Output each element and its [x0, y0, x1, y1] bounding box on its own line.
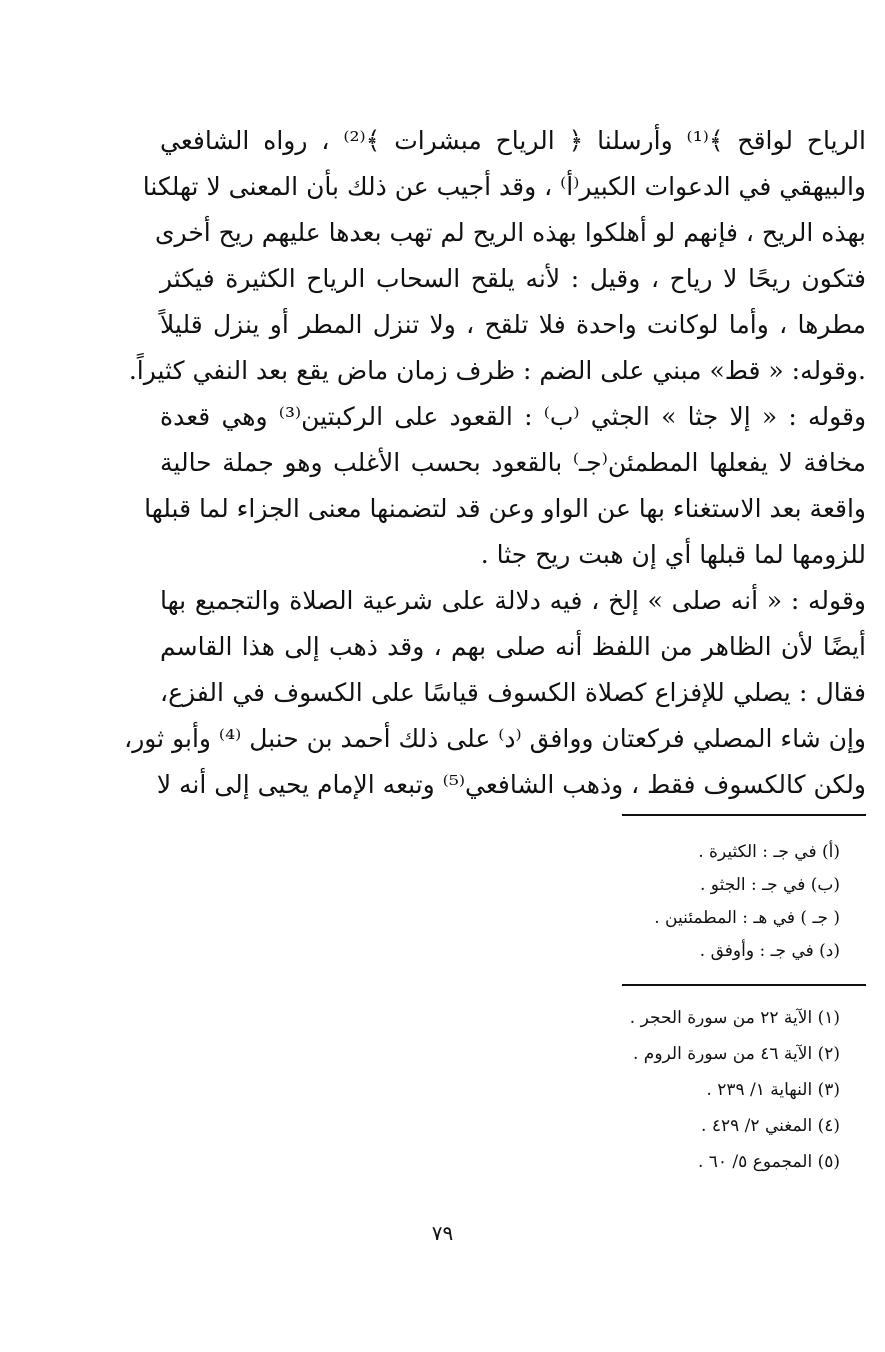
text-line: واقعة بعد الاستغناء بها عن الواو وعن قد لتضمنها معنى الجزاء لما قبلها	[144, 494, 866, 523]
text-line: .وقوله: « قط» مبني على الضم : ظرف زمان ماض يقع بعد النفي كثيراً.	[128, 356, 866, 385]
variant-notes	[420, 836, 840, 968]
main-text	[124, 118, 867, 808]
source-note: (٥) المجموع ٥/ ٦٠ .	[697, 1152, 840, 1172]
text-line: والبيهقي في الدعوات الكبير⁽أ⁾ ، وقد أجيب عن ذلك بأن المعنى لا تهلكنا	[142, 172, 866, 201]
footnote-divider	[622, 814, 866, 816]
footnote-divider	[622, 984, 866, 986]
text-line: الرياح لواقح ﴾⁽¹⁾ وأرسلنا ﴿ الرياح مبشرات ﴾⁽²⁾ ، رواه الشافعي	[160, 126, 866, 155]
text-line: وقوله : « أنه صلى » إلخ ، فيه دلالة على شرعية الصلاة والتجميع بها	[160, 586, 866, 615]
text-line: مطرها ، وأما لوكانت واحدة فلا تلقح ، ولا تنزل المطر أو ينزل قليلاً	[160, 310, 866, 339]
text-line: بهذه الريح ، فإنهم لو أهلكوا بهذه الريح لم تهب بعدها عليهم ريح أخرى	[154, 218, 866, 247]
text-line: للزومها لما قبلها أي إن هبت ريح جثا .	[480, 540, 866, 569]
variant-note: (ب) في جـ : الجثو .	[700, 875, 840, 895]
source-note: (٢) الآية ٤٦ من سورة الروم .	[633, 1044, 840, 1064]
source-note: (١) الآية ٢٢ من سورة الحجر .	[629, 1008, 840, 1028]
page-number: ٧٩	[431, 1221, 454, 1245]
source-notes	[420, 1000, 840, 1180]
text-line: ولكن كالكسوف فقط ، وذهب الشافعي⁽⁵⁾ وتبعه الإمام يحيى إلى أنه لا	[156, 770, 866, 799]
variant-note: (د) في جـ : وأوفق .	[699, 941, 840, 961]
source-note: (٣) النهاية ١/ ٢٣٩ .	[706, 1080, 840, 1100]
text-line: وإن شاء المصلي فركعتان ووافق ⁽د⁾ على ذلك أحمد بن حنبل ⁽⁴⁾ وأبو ثور،	[124, 724, 866, 753]
text-line: فقال : يصلي للإفزاع كصلاة الكسوف قياسًا على الكسوف في الفزع،	[160, 678, 866, 707]
text-line: مخافة لا يفعلها المطمئن⁽جـ⁾ بالقعود بحسب الأغلب وهو جملة حالية	[160, 448, 866, 477]
variant-note: (أ) في جـ : الكثيرة .	[698, 842, 840, 862]
text-line: فتكون ريحًا لا رياح ، وقيل : لأنه يلقح السحاب الرياح الكثيرة فيكثر	[160, 264, 866, 293]
variant-note: ( جـ ) في هـ : المطمئنين .	[654, 908, 840, 928]
text-line: أيضًا لأن الظاهر من اللفظ أنه صلى بهم ، وقد ذهب إلى هذا القاسم	[160, 632, 866, 661]
source-note: (٤) المغني ٢/ ٤٢٩ .	[701, 1116, 840, 1136]
text-line: وقوله : « إلا جثا » الجثي ⁽ب⁾ : القعود على الركبتين⁽³⁾ وهي قعدة	[160, 402, 867, 431]
